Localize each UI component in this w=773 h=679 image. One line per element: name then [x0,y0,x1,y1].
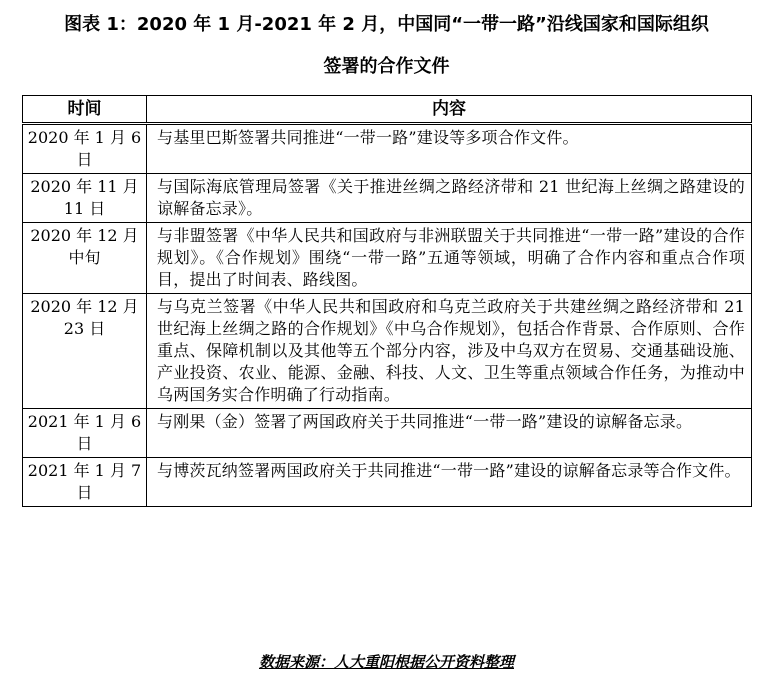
row-content: 与刚果（金）签署了两国政府关于共同推进“一带一路”建设的谅解备忘录。 [147,409,752,458]
row-content: 与乌克兰签署《中华人民共和国政府和乌克兰政府关于共建丝绸之路经济带和 21 世纪海上丝绸之路的合作规划》《中乌合作规划》，包括合作背景、合作原则、合作重点、保障机制以及其他等五个部分内容，涉及中乌双方在贸易、交通基础设施、产业投资、农业、能源、金融、科技、人文、卫生等重点领域合作任务，为推动中乌两国务实合作明确了行动指南。 [147,294,752,409]
row-content: 与国际海底管理局签署《关于推进丝绸之路经济带和 21 世纪海上丝绸之路建设的谅解备忘录》。 [147,174,752,223]
data-source-note: 数据来源：人大重阳根据公开资料整理 [258,653,514,671]
table-row [23,223,752,294]
row-time: 2020 年 1 月 6 日 [23,124,147,174]
figure-title-line-2: 签署的合作文件 [323,56,450,77]
table-row [23,174,752,223]
header-content: 内容 [147,96,752,124]
table-row [23,124,752,174]
table-row [23,409,752,458]
row-time: 2020 年 12 月 23 日 [23,294,147,409]
table-row [23,458,752,507]
row-time: 2021 年 1 月 6 日 [23,409,147,458]
row-time: 2021 年 1 月 7 日 [23,458,147,507]
table-header-row [23,96,752,124]
agreements-table [22,95,752,507]
row-time: 2020 年 11 月 11 日 [23,174,147,223]
table-row [23,294,752,409]
row-content: 与基里巴斯签署共同推进“一带一路”建设等多项合作文件。 [147,124,752,174]
row-content: 与非盟签署《中华人民共和国政府与非洲联盟关于共同推进“一带一路”建设的合作规划》。《合作规划》围绕“一带一路”五通等领域，明确了合作内容和重点合作项目，提出了时间表、路线图。 [147,223,752,294]
row-time: 2020 年 12 月中旬 [23,223,147,294]
row-content: 与博茨瓦纳签署两国政府关于共同推进“一带一路”建设的谅解备忘录等合作文件。 [147,458,752,507]
header-time: 时间 [23,96,147,124]
figure-title-line-1: 图表 1：2020 年 1 月-2021 年 2 月，中国同“一带一路”沿线国家和国际组织 [64,14,709,35]
